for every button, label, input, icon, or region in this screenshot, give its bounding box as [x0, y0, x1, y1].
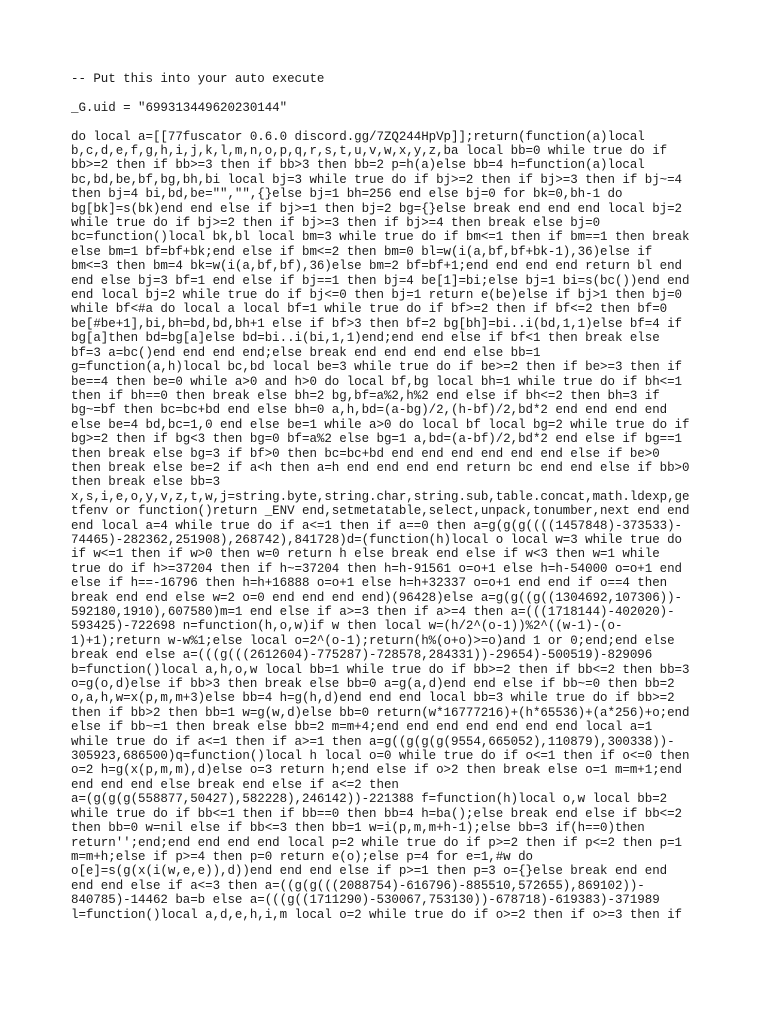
code-line: return'';end;end end end end local p=2 while true do if p>=2 then if p<=2 then p=1	[71, 835, 683, 850]
code-line: bb>=2 then if bb>=3 then if bb>3 then bb=2 p=h(a)else bb=4 h=function(a)local	[71, 158, 645, 173]
code-line: 305923,686500)q=function()local h local o=0 while true do if o<=1 then if o<=0 then	[71, 749, 690, 764]
code-line: bf=3 a=bc()end end end end;else break end end end end else bb=1	[71, 345, 541, 360]
code-line: then if bh==0 then break else bh=2 bg,bf=a%2,h%2 end else if bh<=2 then bh=3 if	[71, 388, 660, 403]
code-line: bc=function()local bk,bl local bm=3 while true do if bm<=1 then if bm==1 then break	[71, 230, 690, 245]
code-line: b,c,d,e,f,g,h,i,j,k,l,m,n,o,p,q,r,s,t,u,v,w,x,y,z,ba local bb=0 while true do if	[71, 144, 668, 158]
code-line: else if h==-16796 then h=h+16888 o=o+1 else h=h+32337 o=o+1 end end if o==4 then	[71, 576, 668, 591]
code-line: b=function()local a,h,o,w local bb=1 while true do if bb>=2 then if bb<=2 then bb=3	[71, 662, 690, 677]
code-line: bg[a]then bd=bg[a]else bd=bi..i(bi,1,1)end;end end else if bf<1 then break else	[71, 331, 660, 346]
code-line: then bj=4 bi,bd,be="","",{}else bj=1 bh=256 end else bj=0 for bk=0,bh-1 do	[71, 187, 623, 202]
code-line: bg~=bf then bc=bc+bd end else bh=0 a,h,bd=(a-bg)/2,(h-bf)/2,bd*2 end end end end	[71, 403, 668, 418]
code-line: 1)+1);return w-w%1;else local o=2^(o-1);return(h%(o+o)>=o)and 1 or 0;end;end else	[71, 633, 675, 648]
code-line: while true do if bj>=2 then if bj>=3 then if bj>=4 then break else bj=0	[71, 216, 601, 231]
code-line: 593425)-722698 n=function(h,o,w)if w then local w=(h/2^(o-1))%2^((w-1)-(o-	[71, 619, 623, 634]
comment-line: -- Put this into your auto execute	[71, 72, 325, 86]
code-line: g=function(a,h)local bc,bd local be=3 while true do if be>=2 then if be>=3 then if	[71, 360, 683, 375]
code-line: while true do if a<=1 then if a>=1 then a=g((g(g(g(9554,665052),110879),300338))-	[71, 734, 675, 749]
code-block	[71, 130, 701, 922]
code-line: bm<=3 then bm=4 bk=w(i(a,bf,bf),36)else bm=2 bf=bf+1;end end end end return bl end	[71, 259, 683, 274]
code-line: 592180,1910),607580)m=1 end else if a>=3 then if a>=4 then a=(((1718144)-402020)-	[71, 605, 675, 619]
code-line: break end end else w=2 o=0 end end end end)(96428)else a=g(g((g((1304692,107306))-	[71, 590, 683, 605]
code-line: o=2 h=g(x(p,m,m),d)else o=3 return h;end else if o>2 then break else o=1 m=m+1;end	[71, 763, 683, 778]
code-line: end else bj=3 bf=1 end else if bj==1 then bj=4 be[1]=bi;else bj=1 bi=s(bc())end end	[71, 273, 690, 288]
code-line: then break else be=2 if a<h then a=h end end end end return bc end end else if bb>0	[71, 460, 690, 475]
code-line: while true do if bb<=1 then if bb==0 then bb=4 h=ba();else break end else if bb<=2	[71, 806, 683, 821]
code-line: then bb=0 w=nil else if bb<=3 then bb=1 w=i(p,m,m+h-1);else bb=3 if(h==0)then	[71, 821, 645, 836]
uid-line: _G.uid = "699313449620230144"	[71, 100, 288, 115]
code-line: then if bb>2 then bb=1 w=g(w,d)else bb=0 return(w*16777216)+(h*65536)+(a*256)+o;end	[71, 705, 690, 720]
code-line: break end else a=(((g(((2612604)-775287)-728578,284331))-29654)-500519)-829096	[71, 648, 653, 663]
code-line: o,a,h,w=x(p,m,m+3)else bb=4 h=g(h,d)end end end local bb=3 while true do if bb>=2	[71, 691, 675, 706]
code-line: else if bb~=1 then break else bb=2 m=m+4;end end end end end end end local a=1	[71, 720, 653, 735]
code-line: end end end else break end else if a<=2 then	[71, 777, 399, 792]
code-line: m=m+h;else if p>=4 then p=0 return e(o);else p=4 for e=1,#w do	[71, 849, 533, 864]
code-line: be[#be+1],bi,bh=bd,bd,bh+1 else if bf>3 then bf=2 bg[bh]=bi..i(bd,1,1)else bf=4 if	[71, 316, 683, 331]
code-line: end local bj=2 while true do if bj<=0 then bj=1 return e(be)else if bj>1 then bj=0	[71, 288, 683, 303]
code-line: l=function()local a,d,e,h,i,m local o=2 while true do if o>=2 then if o>=3 then if	[71, 907, 683, 922]
code-line: tfenv or function()return _ENV end,setmetatable,select,unpack,tonumber,next end end	[71, 504, 690, 519]
code-line: a=(g(g(g(558877,50427),582228),246142))-221388 f=function(h)local o,w local bb=2	[71, 792, 668, 807]
code-line: else bm=1 bf=bf+bk;end else if bm<=2 then bm=0 bl=w(i(a,bf,bf+bk-1),36)else if	[71, 244, 653, 259]
code-line: o=g(o,d)else if bb>3 then break else bb=0 a=g(a,d)end end else if bb~=0 then bb=2	[71, 677, 675, 692]
code-line: true do if h>=37204 then if h~=37204 then h=h-91561 o=o+1 else h=h-54000 o=o+1 end	[71, 561, 683, 576]
code-line: bg[bk]=s(bk)end end else if bj>=1 then bj=2 bg={}else break end end end local bj=2	[71, 201, 683, 216]
code-line: while bf<#a do local a local bf=1 while true do if bf>=2 then if bf<=2 then bf=0	[71, 302, 668, 317]
code-line: then break else bb=3	[71, 475, 221, 490]
code-line: 74465)-282362,251908),268742),841728)d=(function(h)local o local w=3 while true do	[71, 532, 683, 547]
code-line: be==4 then be=0 while a>0 and h>0 do local bf,bg local bh=1 while true do if bh<=1	[71, 374, 683, 389]
code-line: end local a=4 while true do if a<=1 then if a==0 then a=g(g(g((((1457848)-373533)-	[71, 518, 683, 533]
code-line: else be=4 bd,bc=1,0 end else be=1 while a>0 do local bf local bg=2 while true do if	[71, 417, 690, 432]
code-line: bg>=2 then if bg<3 then bg=0 bf=a%2 else bg=1 a,bd=(a-bf)/2,bd*2 end else if bg==1	[71, 432, 683, 447]
code-line: if w<=1 then if w>0 then w=0 return h else break end else if w<3 then w=1 while	[71, 547, 660, 562]
code-line: end end else if a<=3 then a=((g(g(((2088754)-616796)-885510,572655),869102))-	[71, 878, 645, 893]
code-line: o[e]=s(g(x(i(w,e,e)),d))end end end else if p>=1 then p=3 o={}else break end end	[71, 864, 668, 879]
code-line: bc,bd,be,bf,bg,bh,bi local bj=3 while true do if bj>=2 then if bj>=3 then if bj~=4	[71, 172, 683, 187]
code-line: do local a=[[77fuscator 0.6.0 discord.gg/7ZQ244HpVp]];return(function(a)local	[71, 129, 645, 144]
code-line: x,s,i,e,o,y,v,z,t,w,j=string.byte,string.char,string.sub,table.concat,math.ldexp,ge	[71, 489, 690, 504]
code-line: then break else bg=3 if bf>0 then bc=bc+bd end end end end end end else if be>0	[71, 446, 660, 461]
code-line: 840785)-14462 ba=b else a=(((g((1711290)-530067,753130))-678718)-619383)-371989	[71, 893, 660, 908]
document-page	[71, 72, 701, 922]
